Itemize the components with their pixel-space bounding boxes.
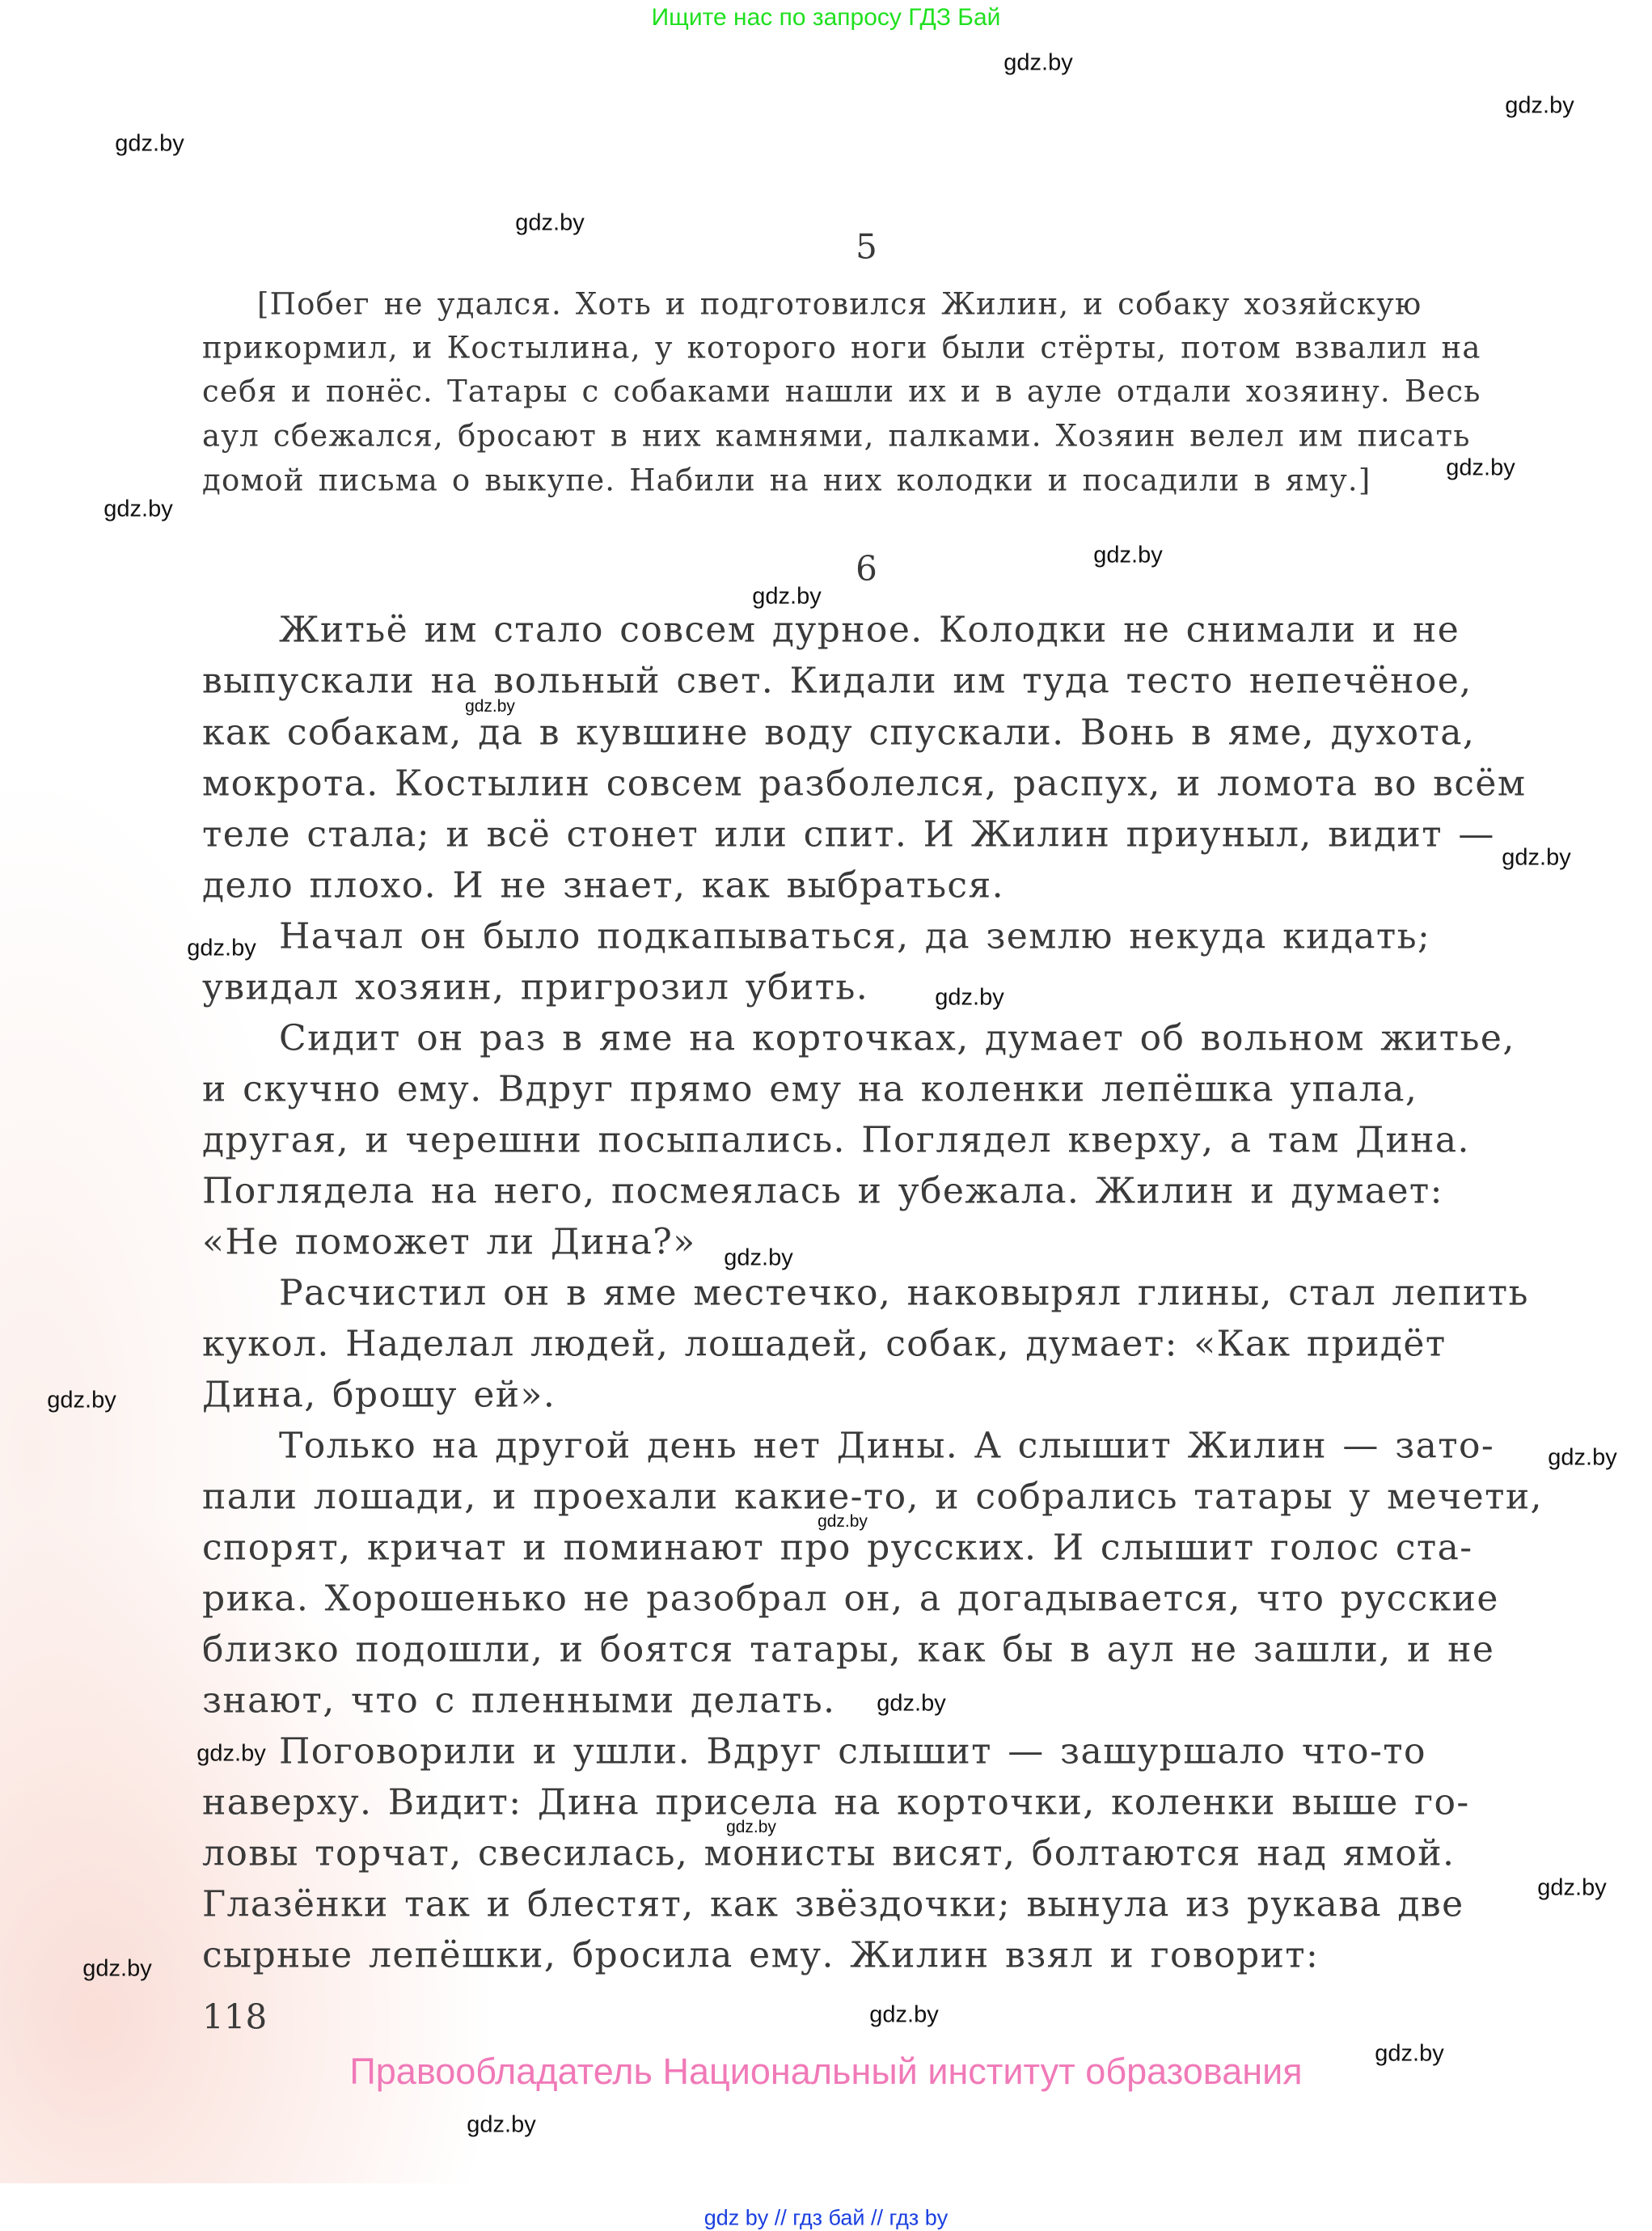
text-line: дело плохо. И не знает, как выбраться. [202,864,1005,906]
text-line: пали лошади, и проехали какие-то, и собрались татары у мечети, [202,1476,1543,1518]
watermark: gdz.by [82,1955,152,1982]
text-line: «Не поможет ли Дина?» [202,1221,696,1263]
text-line: кукол. Наделал людей, лошадей, собак, думает: «Как придёт [202,1323,1447,1365]
section-number: 6 [856,548,877,589]
watermark: gdz.by [1537,1874,1607,1901]
watermark: gdz.by [465,697,515,716]
watermark: gdz.by [1505,92,1574,119]
text-line: и скучно ему. Вдруг прямо ему на коленки лепёшка упала, [202,1068,1418,1110]
watermark: gdz.by [1375,2040,1444,2067]
watermark: gdz.by [726,1818,776,1836]
text-line: наверху. Видит: Дина присела на корточки, коленки выше го- [202,1781,1470,1823]
text-line: сырные лепёшки, бросила ему. Жилин взял и говорит: [202,1934,1320,1976]
text-line: увидал хозяин, пригрозил убить. [202,966,869,1008]
watermark: gdz.by [1093,542,1163,568]
watermark: gdz.by [467,2111,536,2138]
text-line: прикормил, и Костылина, у которого ноги были стёрты, потом взвалил на [202,330,1481,365]
text-line: как собакам, да в кувшине воду спускали. Вонь в яме, духота, [202,712,1476,754]
section-number: 5 [856,226,877,267]
watermark: gdz.by [1548,1444,1617,1471]
page-number: 118 [202,1996,268,2037]
text-line: себя и понёс. Татары с собаками нашли их и в ауле отдали хозяину. Весь [202,374,1481,409]
watermark: gdz.by [196,1740,266,1767]
text-line: Поглядела на него, посмеялась и убежала. Жилин и думает: [202,1170,1443,1212]
rights-holder-notice: Правообладатель Национальный институт образования [349,2051,1303,2092]
watermark: gdz.by [1003,49,1073,76]
watermark: gdz.by [1446,454,1515,481]
watermark: gdz.by [724,1244,793,1271]
watermark: gdz.by [1502,844,1571,871]
text-line: Глазёнки так и блестят, как звёздочки; вынула из рукава две [202,1883,1464,1925]
text-line: теле стала; и всё стонет или спит. И Жилин приуныл, видит — [202,813,1495,856]
text-line: Дина, брошу ей». [202,1374,556,1416]
text-line: аул сбежался, бросают в них камнями, палками. Хозяин велел им писать [202,418,1471,454]
text-line: ловы торчат, свесилась, монисты висят, болтаются над ямой. [202,1832,1456,1874]
watermark: gdz.by [187,935,256,961]
footer-links[interactable]: gdz by // гдз бай // гдз by [703,2205,949,2230]
text-line: другая, и черешни посыпались. Поглядел кверху, а там Дина. [202,1119,1470,1161]
text-line: Сидит он раз в яме на корточках, думает об вольном житье, [279,1017,1515,1059]
watermark: gdz.by [818,1512,868,1531]
text-line: Житьё им стало совсем дурное. Колодки не снимали и не [279,609,1460,651]
text-line: близко подошли, и боятся татары, как бы в аул не зашли, и не [202,1629,1495,1671]
text-line: мокрота. Костылин совсем разболелся, распух, и ломота во всём [202,763,1527,805]
text-line: Поговорили и ушли. Вдруг слышит — зашуршало что-то [279,1730,1426,1773]
watermark: gdz.by [877,1690,946,1717]
text-line: Начал он было подкапываться, да землю некуда кидать; [279,915,1431,957]
text-line: Только на другой день нет Дины. А слышит Жилин — зато- [279,1425,1495,1467]
watermark: gdz.by [47,1387,116,1413]
text-line: рика. Хорошенько не разобрал он, а догадывается, что русские [202,1578,1499,1620]
watermark: gdz.by [935,984,1004,1011]
text-line: знают, что с пленными делать. [202,1680,836,1722]
text-line: Расчистил он в яме местечко, наковырял глины, стал лепить [279,1272,1529,1314]
text-line: выпускали на вольный свет. Кидали им туда тесто непечёное, [202,660,1472,702]
watermark: gdz.by [115,130,184,157]
search-banner: Ищите нас по запросу ГДЗ Бай [651,4,1001,31]
watermark: gdz.by [515,209,585,236]
watermark: gdz.by [104,496,173,522]
text-line: [Побег не удался. Хоть и подготовился Жилин, и собаку хозяйскую [257,286,1422,322]
text-line: спорят, кричат и поминают про русских. И слышит голос ста- [202,1527,1473,1569]
text-line: домой письма о выкупе. Набили на них колодки и посадили в яму.] [202,463,1371,498]
watermark: gdz.by [869,2001,939,2028]
watermark: gdz.by [752,583,822,610]
